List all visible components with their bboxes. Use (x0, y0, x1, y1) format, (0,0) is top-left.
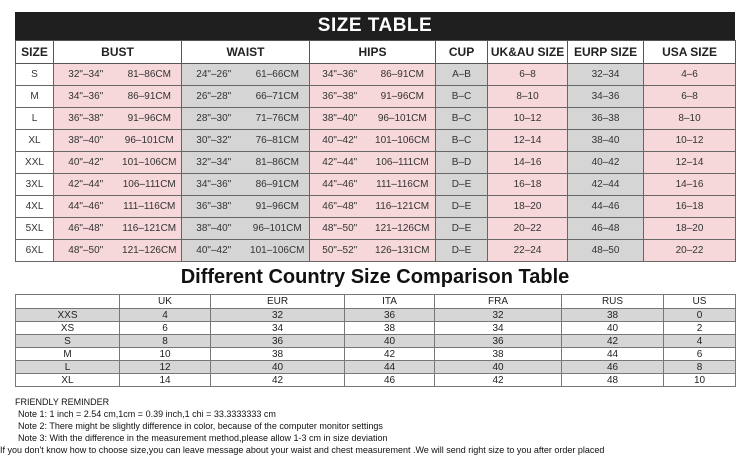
cell-uk: 6–8 (488, 64, 568, 86)
comparison-cell-rus: 38 (562, 309, 664, 322)
cell-waist-cm: 101–106CM (246, 240, 310, 262)
cell-size: XXL (16, 152, 54, 174)
cell-bust-cm: 91–96CM (118, 108, 182, 130)
comparison-cell-uk: 14 (120, 374, 211, 387)
cell-uk: 22–24 (488, 240, 568, 262)
comparison-cell-ita: 36 (345, 309, 435, 322)
cell-waist-in: 34"–36" (182, 174, 246, 196)
size-table (15, 40, 736, 262)
comparison-header-us: US (664, 295, 736, 309)
cell-size: 4XL (16, 196, 54, 218)
comparison-row (16, 374, 736, 387)
cell-hips-cm: 111–116CM (370, 174, 436, 196)
comparison-cell-rus: 44 (562, 348, 664, 361)
cell-uk: 12–14 (488, 130, 568, 152)
comparison-header-blank (16, 295, 120, 309)
cell-eu: 42–44 (568, 174, 644, 196)
cell-bust-in: 48"–50" (54, 240, 118, 262)
header-bust: BUST (54, 41, 182, 64)
comparison-cell-rus: 40 (562, 322, 664, 335)
size-table-row (16, 240, 736, 262)
comparison-cell-us: 6 (664, 348, 736, 361)
cell-cup: D–E (436, 240, 488, 262)
comparison-cell-us: 8 (664, 361, 736, 374)
cell-cup: D–E (436, 174, 488, 196)
cell-waist-in: 28"–30" (182, 108, 246, 130)
size-table-row (16, 218, 736, 240)
cell-bust-in: 42"–44" (54, 174, 118, 196)
reminder-heading: FRIENDLY REMINDER (15, 397, 110, 407)
cell-hips-in: 40"–42" (310, 130, 370, 152)
comparison-cell-ita: 44 (345, 361, 435, 374)
cell-waist-in: 24"–26" (182, 64, 246, 86)
cell-bust-cm: 111–116CM (118, 196, 182, 218)
cell-uk: 8–10 (488, 86, 568, 108)
comparison-cell-eur: 38 (211, 348, 345, 361)
cell-bust-in: 38"–40" (54, 130, 118, 152)
cell-size: XL (16, 130, 54, 152)
comparison-cell-uk: 10 (120, 348, 211, 361)
cell-us: 18–20 (644, 218, 736, 240)
cell-eu: 40–42 (568, 152, 644, 174)
size-table-row (16, 86, 736, 108)
cell-us: 10–12 (644, 130, 736, 152)
cell-waist-in: 38"–40" (182, 218, 246, 240)
comparison-cell-size-label: XL (16, 374, 120, 387)
cell-bust-cm: 116–121CM (118, 218, 182, 240)
header-hips: HIPS (310, 41, 436, 64)
size-table-header-row (16, 41, 736, 64)
cell-waist-cm: 76–81CM (246, 130, 310, 152)
note-2: Note 2: There might be slightly difference in color, because of the computer monitor settings (18, 421, 383, 431)
comparison-header-uk: UK (120, 295, 211, 309)
cell-hips-cm: 86–91CM (370, 64, 436, 86)
cell-waist-in: 32"–34" (182, 152, 246, 174)
cell-bust-cm: 106–111CM (118, 174, 182, 196)
comparison-row (16, 335, 736, 348)
size-table-row (16, 108, 736, 130)
comparison-cell-rus: 48 (562, 374, 664, 387)
cell-cup: B–C (436, 130, 488, 152)
size-help-message: If you don't know how to choose size,you can leave message about your waist and chest measurement .We will send right size to you after order placed (0, 445, 605, 455)
cell-us: 8–10 (644, 108, 736, 130)
cell-eu: 48–50 (568, 240, 644, 262)
comparison-header-row (16, 295, 736, 309)
cell-bust-cm: 121–126CM (118, 240, 182, 262)
cell-waist-cm: 66–71CM (246, 86, 310, 108)
comparison-cell-rus: 46 (562, 361, 664, 374)
cell-bust-in: 46"–48" (54, 218, 118, 240)
comparison-cell-uk: 4 (120, 309, 211, 322)
cell-us: 4–6 (644, 64, 736, 86)
comparison-header-eur: EUR (211, 295, 345, 309)
cell-eu: 34–36 (568, 86, 644, 108)
cell-waist-cm: 71–76CM (246, 108, 310, 130)
comparison-title: Different Country Size Comparison Table (180, 266, 570, 288)
comparison-row (16, 361, 736, 374)
comparison-row (16, 348, 736, 361)
cell-cup: B–C (436, 86, 488, 108)
cell-waist-cm: 86–91CM (246, 174, 310, 196)
comparison-cell-fra: 42 (435, 374, 562, 387)
comparison-table (15, 294, 736, 387)
size-table-row (16, 130, 736, 152)
cell-hips-in: 34"–36" (310, 64, 370, 86)
comparison-row (16, 309, 736, 322)
cell-hips-in: 36"–38" (310, 86, 370, 108)
comparison-cell-us: 10 (664, 374, 736, 387)
cell-us: 16–18 (644, 196, 736, 218)
cell-hips-in: 42"–44" (310, 152, 370, 174)
cell-us: 14–16 (644, 174, 736, 196)
cell-waist-cm: 81–86CM (246, 152, 310, 174)
comparison-cell-us: 2 (664, 322, 736, 335)
comparison-cell-size-label: M (16, 348, 120, 361)
cell-size: 3XL (16, 174, 54, 196)
cell-uk: 10–12 (488, 108, 568, 130)
cell-hips-cm: 96–101CM (370, 108, 436, 130)
cell-waist-cm: 91–96CM (246, 196, 310, 218)
comparison-header-fra: FRA (435, 295, 562, 309)
comparison-cell-us: 0 (664, 309, 736, 322)
comparison-cell-ita: 42 (345, 348, 435, 361)
cell-cup: B–D (436, 152, 488, 174)
comparison-cell-eur: 36 (211, 335, 345, 348)
size-table-title: SIZE TABLE (15, 12, 735, 40)
cell-us: 20–22 (644, 240, 736, 262)
cell-hips-cm: 91–96CM (370, 86, 436, 108)
header-size: SIZE (16, 41, 54, 64)
header-usa: USA SIZE (644, 41, 736, 64)
friendly-reminder (0, 396, 745, 456)
cell-size: L (16, 108, 54, 130)
cell-waist-in: 36"–38" (182, 196, 246, 218)
comparison-cell-ita: 46 (345, 374, 435, 387)
cell-uk: 20–22 (488, 218, 568, 240)
cell-waist-in: 26"–28" (182, 86, 246, 108)
comparison-cell-eur: 34 (211, 322, 345, 335)
cell-cup: D–E (436, 218, 488, 240)
cell-eu: 36–38 (568, 108, 644, 130)
size-table-row (16, 152, 736, 174)
cell-bust-in: 32"–34" (54, 64, 118, 86)
note-1: Note 1: 1 inch = 2.54 cm,1cm = 0.39 inch,1 chi = 33.3333333 cm (18, 409, 276, 419)
comparison-cell-fra: 40 (435, 361, 562, 374)
cell-bust-in: 36"–38" (54, 108, 118, 130)
comparison-cell-eur: 42 (211, 374, 345, 387)
cell-waist-in: 30"–32" (182, 130, 246, 152)
size-table-row (16, 174, 736, 196)
cell-cup: D–E (436, 196, 488, 218)
cell-waist-cm: 96–101CM (246, 218, 310, 240)
cell-cup: B–C (436, 108, 488, 130)
cell-hips-cm: 116–121CM (370, 196, 436, 218)
cell-hips-cm: 121–126CM (370, 218, 436, 240)
comparison-cell-uk: 6 (120, 322, 211, 335)
cell-size: S (16, 64, 54, 86)
cell-bust-in: 34"–36" (54, 86, 118, 108)
header-waist: WAIST (182, 41, 310, 64)
comparison-cell-ita: 38 (345, 322, 435, 335)
comparison-cell-ita: 40 (345, 335, 435, 348)
cell-uk: 16–18 (488, 174, 568, 196)
comparison-cell-fra: 38 (435, 348, 562, 361)
cell-waist-in: 40"–42" (182, 240, 246, 262)
comparison-header-rus: RUS (562, 295, 664, 309)
comparison-cell-size-label: XS (16, 322, 120, 335)
cell-hips-cm: 126–131CM (370, 240, 436, 262)
comparison-cell-size-label: L (16, 361, 120, 374)
comparison-cell-size-label: XXS (16, 309, 120, 322)
note-3: Note 3: With the difference in the measurement method,please allow 1-3 cm in size deviation (18, 433, 388, 443)
comparison-cell-rus: 42 (562, 335, 664, 348)
cell-us: 6–8 (644, 86, 736, 108)
cell-size: 6XL (16, 240, 54, 262)
cell-bust-cm: 81–86CM (118, 64, 182, 86)
cell-eu: 44–46 (568, 196, 644, 218)
cell-eu: 46–48 (568, 218, 644, 240)
cell-hips-in: 50"–52" (310, 240, 370, 262)
header-eurp: EURP SIZE (568, 41, 644, 64)
cell-us: 12–14 (644, 152, 736, 174)
comparison-cell-us: 4 (664, 335, 736, 348)
cell-eu: 32–34 (568, 64, 644, 86)
comparison-cell-fra: 36 (435, 335, 562, 348)
cell-eu: 38–40 (568, 130, 644, 152)
comparison-cell-eur: 40 (211, 361, 345, 374)
cell-waist-cm: 61–66CM (246, 64, 310, 86)
cell-size: 5XL (16, 218, 54, 240)
header-cup: CUP (436, 41, 488, 64)
size-table-row (16, 64, 736, 86)
cell-hips-cm: 106–111CM (370, 152, 436, 174)
cell-uk: 18–20 (488, 196, 568, 218)
cell-hips-in: 48"–50" (310, 218, 370, 240)
cell-bust-in: 40"–42" (54, 152, 118, 174)
cell-bust-cm: 86–91CM (118, 86, 182, 108)
comparison-cell-size-label: S (16, 335, 120, 348)
size-table-row (16, 196, 736, 218)
comparison-cell-uk: 12 (120, 361, 211, 374)
cell-hips-cm: 101–106CM (370, 130, 436, 152)
comparison-cell-eur: 32 (211, 309, 345, 322)
comparison-cell-fra: 34 (435, 322, 562, 335)
comparison-header-ita: ITA (345, 295, 435, 309)
cell-bust-cm: 101–106CM (118, 152, 182, 174)
cell-uk: 14–16 (488, 152, 568, 174)
comparison-row (16, 322, 736, 335)
header-uk-au: UK&AU SIZE (488, 41, 568, 64)
cell-bust-cm: 96–101CM (118, 130, 182, 152)
comparison-cell-fra: 32 (435, 309, 562, 322)
cell-hips-in: 38"–40" (310, 108, 370, 130)
cell-hips-in: 46"–48" (310, 196, 370, 218)
cell-bust-in: 44"–46" (54, 196, 118, 218)
cell-size: M (16, 86, 54, 108)
cell-hips-in: 44"–46" (310, 174, 370, 196)
cell-cup: A–B (436, 64, 488, 86)
comparison-cell-uk: 8 (120, 335, 211, 348)
